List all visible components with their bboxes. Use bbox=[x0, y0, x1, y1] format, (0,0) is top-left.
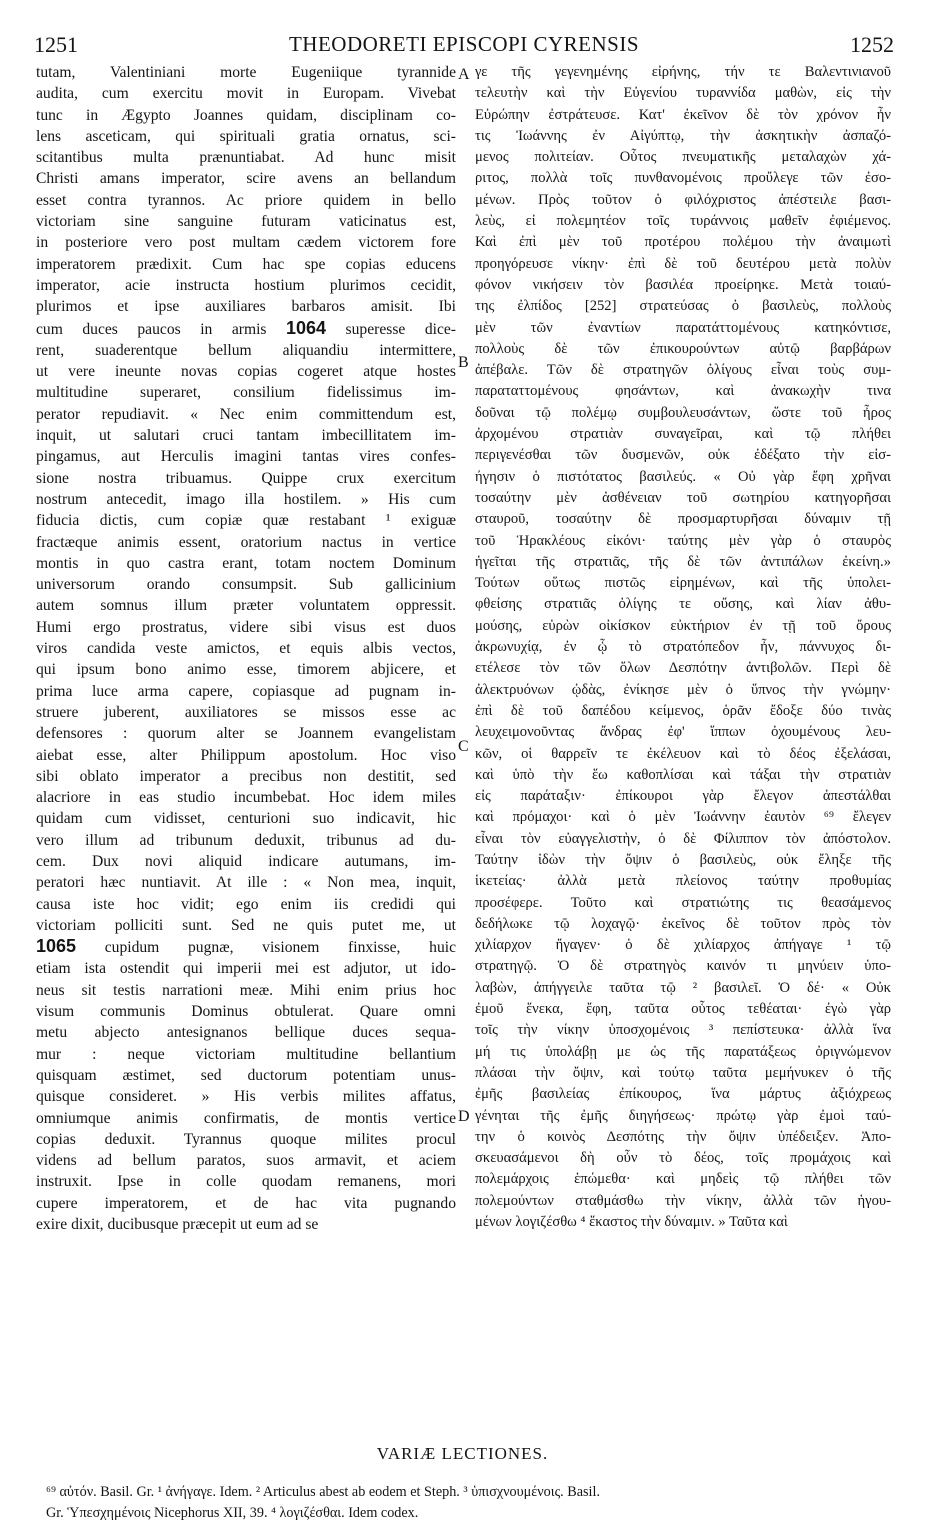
latin-text-line: rent, suaderentque bellum aliquandiu intermittere, bbox=[36, 341, 456, 359]
greek-text-line: εἰς παράταξιν· ἐπίκουροι γὰρ ἔλεγον ἀπεστάλθαι bbox=[475, 788, 891, 805]
greek-text-line: ἀλεκτρυόνων ᾠδὰς, ἐνίκησε μὲν ὁ ὕπνος τὴν γνώμην· bbox=[475, 681, 891, 698]
latin-text-line: tutam, Valentiniani morte Eugeniique tyrannide bbox=[36, 64, 456, 81]
greek-text-line: Τούτων οὕτως πιστῶς εἰρημένων, καὶ τῆς ὑπολει- bbox=[475, 575, 891, 592]
latin-text-line: in posteriore vero post multam cædem victorem fore bbox=[36, 234, 456, 252]
latin-text-line: visum communis Dominus obtulerat. Quare omni bbox=[36, 1003, 456, 1021]
greek-text-line: περιγενέσθαι τῶν δυσμενῶν, οὐκ ἐδέξατο τὴν εἰσ- bbox=[475, 447, 891, 464]
greek-text-line: φόνον νικήσειν τὸν βασιλέα προείρηκε. Μετὰ τοιαύ- bbox=[475, 276, 891, 293]
greek-text-line: λαβὼν, ἀπήγγειλε ταῦτα τῷ ² βασιλεῖ. Ὁ δέ· « Οὐκ bbox=[475, 979, 891, 996]
latin-text-line: qui ipsum bono animo esse, timorem abjicere, et bbox=[36, 661, 456, 679]
latin-text-line: quidam cum vidisset, centurioni suo indicavit, hic bbox=[36, 810, 456, 828]
latin-text-line: aiebat esse, alter Philippum apostolum. Hoc viso bbox=[36, 746, 456, 764]
latin-text-line: mur : neque victoriam multitudine bellantium bbox=[36, 1045, 456, 1063]
latin-text-line: sione nostra tribuamus. Quippe crux exercitum bbox=[36, 469, 456, 487]
greek-text-line: πολεμούντων σταθμάσθω τὴν νίκην, ἀλλὰ τῶν ἡγου- bbox=[475, 1192, 891, 1209]
greek-text-line: τις Ἰωάννης ἐν Αἰγύπτῳ, τὴν ἀσκητικὴν ἀσπαζό- bbox=[475, 127, 891, 144]
greek-text-line: της ἐλπίδος [252] στρατεύσας ὁ βασιλεὺς, πολλοὺς bbox=[475, 298, 891, 315]
latin-text-line: imperator, acie instructa hostium plurimos cecidit, bbox=[36, 276, 456, 294]
greek-text-line: Ταύτην ἰδὼν τὴν ὄψιν ὁ βασιλεὺς, οὐκ ἔληξε τῆς bbox=[475, 851, 891, 868]
latin-text-line: sibi oblato imperator a precibus non destitit, sed bbox=[36, 767, 456, 785]
latin-text-line: multitudine superaret, consilium fidelissimus im- bbox=[36, 384, 456, 402]
greek-text-line: ἐμοῦ ἕνεκα, ἔφη, ταῦτα οὗτος τεθέαται· ἐγὼ γὰρ bbox=[475, 1001, 891, 1018]
greek-text-line: μένων. Πρὸς τοῦτον ὁ φιλόχριστος ἀπέστειλε βασι- bbox=[475, 191, 891, 208]
margin-marker-b: B bbox=[458, 354, 469, 371]
running-title: THEODORETI EPISCOPI CYRENSIS bbox=[288, 32, 640, 56]
latin-text-line: defensores : quorum alter se Joannem evangelistam bbox=[36, 725, 456, 743]
greek-text-line: ἡγεῖται τῆς στρατιᾶς, τῆς δὲ τῶν ἀντιπάλων ἐκείνη.» bbox=[475, 553, 891, 570]
latin-text-line: scitantibus multa prænuntiabat. Ad hunc misit bbox=[36, 149, 456, 167]
greek-text-line: σκευασάμενοι δὴ οὖν τὸ δέος, τοῖς προμάχοις καὶ bbox=[475, 1150, 891, 1167]
greek-text-line: λευχειμονοῦντας ἄνδρας ἐφ' ἵππων ὀχουμένους λευ- bbox=[475, 724, 891, 741]
greek-text-line: ριτος, πολλὰ τοῖς πυνθανομένοις προὔλεγε τῶν ἐσο- bbox=[475, 170, 891, 187]
latin-text-line: fiducia dictis, cum copiæ quæ restabant ¹ exiguæ bbox=[36, 512, 456, 530]
greek-text-line: μένων λογιζέσθω ⁴ ἕκαστος τὴν δύναμιν. » Ταῦτα καὶ bbox=[475, 1214, 788, 1231]
greek-text-line: σταυροῦ, τοσαύτην δὲ προσμαρτυρῆσαι δύναμιν τῇ bbox=[475, 511, 891, 528]
greek-text-line: ἀκρωνυχίᾳ, ἐν ᾧ τὸ στρατόπεδον ἦν, πάννυχος δι- bbox=[475, 639, 891, 656]
latin-text-line: imperatorem prædixit. Cum hac spe copias educens bbox=[36, 255, 456, 273]
latin-text-line: videns ad bellum paratos, suos armavit, et aciem bbox=[36, 1152, 456, 1170]
latin-text-line: peratori hæc nuntiavit. At ille : « Non mea, inquit, bbox=[36, 874, 456, 892]
greek-text-line: Εὐρώπην ἐστράτευσε. Κατ' ἐκεῖνον δὲ τὸν χρόνον ἦν bbox=[475, 106, 891, 123]
greek-text-line: μούσης, εὑρὼν οἰκίσκον εὐκτήριον ἐν τῇ τοῦ ὄρους bbox=[475, 617, 891, 634]
page-header bbox=[34, 32, 894, 66]
latin-text-line: plurimos et ipse auxiliares barbaros amisit. Ibi bbox=[36, 298, 456, 316]
greek-text-line: δεδήλωκε τῷ λοχαγῷ· ἐκεῖνος δὲ τοῦτον πρὸς τὸν bbox=[475, 915, 891, 932]
variae-lectiones-heading: VARIÆ LECTIONES. bbox=[376, 1444, 549, 1463]
latin-text-line: quisquam æstimet, sed ductorum potentiam unus- bbox=[36, 1066, 456, 1084]
greek-text-line: μή τις ὑπολάβῃ με ὡς τῆς παρατάξεως ὀριγνώμενον bbox=[475, 1043, 891, 1060]
latin-text-line: inquit, ut salutari cruci tantam imbecillitatem im- bbox=[36, 427, 456, 445]
greek-text-line: ἀρχομένου στρατιὰν συναγεῖραι, καὶ τῷ πλήθει bbox=[475, 426, 891, 443]
latin-text-line: autem somnus illum præter voluntatem oppressit. bbox=[36, 597, 456, 615]
latin-text-line: cupere imperatorem, et de hac vita pugnando bbox=[36, 1194, 456, 1212]
latin-text-line: tunc in Ægypto Joannes quidam, disciplinam co- bbox=[36, 106, 456, 124]
greek-text-line: την ὁ κοινὸς Δεσπότης τὴν ὄψιν ὑπέδειξεν. Ἀπο- bbox=[475, 1128, 891, 1145]
greek-text-line: προηγόρευσε νίκην· ἐπὶ δὲ τοῦ δευτέρου μετὰ πολὺν bbox=[475, 255, 891, 272]
greek-text-line: καὶ πρόμαχοι· καὶ ὁ μὲν Ἰωάννην ἑαυτὸν ⁶⁹ ἔλεγεν bbox=[475, 809, 891, 826]
latin-text-line: pingamus, aut Herculis imagini tantas vires confes- bbox=[36, 448, 456, 466]
greek-text-line: χιλίαρχον ἤγαγεν· ὁ δὲ χιλίαρχος ἀπήγαγε ¹ τῷ bbox=[475, 937, 891, 954]
latin-text-line: alacriore in eas studio incumbebat. Hoc idem miles bbox=[36, 789, 456, 807]
greek-text-line: τοῦ Ἡρακλέους εἰκόνι· ταύτης μὲν γὰρ ὁ σταυρὸς bbox=[475, 532, 891, 549]
greek-text-line: τοῖς τὴν νίκην ὑποσχομένοις ³ πεπίστευκα· ἀλλὰ ἵνα bbox=[475, 1022, 891, 1039]
latin-text-line: neus sit testis narrationi meæ. Mihi enim prius hoc bbox=[36, 981, 456, 999]
latin-text-line: audita, cum exercitu movit in Europam. Vivebat bbox=[36, 85, 456, 103]
latin-text-line: victoriam sine sanguine futuram vaticinatus est, bbox=[36, 213, 456, 231]
greek-column bbox=[475, 62, 891, 1233]
greek-text-line: κῶν, οἱ θαρρεῖν τε ἐκέλευον καὶ τὸ δέος ἐξελάσαι, bbox=[475, 745, 891, 762]
greek-text-line: πολλοὺς δὲ τῶν ἐπικουρούντων αὐτῷ βαρβάρων bbox=[475, 340, 891, 357]
latin-text-line: nostrum antecedit, imago illa hostilem. » His cum bbox=[36, 490, 456, 508]
greek-text-line: Καὶ ἐπὶ μὲν τοῦ προτέρου πολέμου τὴν ἀναιμωτὶ bbox=[475, 234, 891, 251]
footnote-line: ⁶⁹ αὐτόν. Basil. Gr. ¹ ἀνήγαγε. Idem. ² Articulus abest ab eodem et Steph. ³ ὑπισχνουμένοις. Basil. bbox=[46, 1484, 600, 1500]
greek-text-line: τοσαύτην μὲν ἀσθένειαν τοῦ σωτηρίου κατηγορῆσαι bbox=[475, 489, 891, 506]
greek-text-line: γένηται τῆς ἐμῆς διηγήσεως· πρώτῳ γὰρ ἐμοὶ ταύ- bbox=[475, 1107, 891, 1124]
greek-text-line: ἐμῆς βασιλείας ἐπίκουρος, ἵνα μάρτυς ἀξιόχρεως bbox=[475, 1086, 891, 1103]
greek-text-line: γε τῆς γεγενημένης εἰρήνης, τήν τε Βαλεντινιανοῦ bbox=[475, 64, 891, 80]
latin-text-line: 1065 cupidum pugnæ, visionem finxisse, huic bbox=[36, 936, 456, 957]
latin-text-line: Christi amans imperator, scire avens an bellandum bbox=[36, 170, 456, 188]
greek-text-line: ἀπέβαλε. Τῶν δὲ στρατηγῶν ὀλίγους εἶναι τοὺς συμ- bbox=[475, 362, 891, 379]
greek-text-line: δοῦναι τῷ πολέμῳ συμβουλευσάντων, ὥστε τοῦ ἦρος bbox=[475, 404, 891, 421]
greek-text-line: πλάσαι τὴν ὄψιν, καὶ τούτῳ ταῦτα μεμήνυκεν ὁ τῆς bbox=[475, 1064, 891, 1081]
latin-text-line: victoriam polliciti sunt. Sed ne quis putet me, ut bbox=[36, 916, 456, 934]
margin-marker-c: C bbox=[458, 738, 469, 755]
greek-text-line: ἱκετείας· ἀλλὰ μετὰ πλείονος ταύτην προθυμίας bbox=[475, 873, 891, 890]
latin-column bbox=[36, 62, 456, 1235]
greek-text-line: πολεμάρχοις ἑπώμεθα· καὶ μηδεὶς τῷ πλήθει τῶν bbox=[475, 1171, 891, 1188]
latin-text-line: viros candida veste amictos, et equis albis vectos, bbox=[36, 640, 456, 658]
greek-text-line: καὶ ὑπὸ τὴν ἕω καθοπλίσαι καὶ τάξαι τὴν στρατιὰν bbox=[475, 766, 891, 783]
latin-text-line: prima luce arma capere, copiasque ad pugnam in- bbox=[36, 682, 456, 700]
greek-text-line: ήγησιν ὁ πιστότατος βασιλεύς. « Οὐ γὰρ ἔφη χρῆναι bbox=[475, 468, 891, 485]
latin-text-line: fractæque animis essent, oratorium nactus in vertice bbox=[36, 533, 456, 551]
latin-text-line: causa iste hoc vidit; ego enim iis credidi qui bbox=[36, 895, 456, 913]
latin-text-line: copias deduxit. Tyrannus quoque milites procul bbox=[36, 1130, 456, 1148]
column-number-left: 1251 bbox=[34, 32, 78, 57]
greek-text-line: μὲν τῶν ἐναντίων παρατάττομένους κατηκόντισε, bbox=[475, 319, 891, 336]
greek-text-line: εἶναι τὸν εὐαγγελιστὴν, ὁ δὲ Φίλιππον τὸν ἀπόστολον. bbox=[475, 830, 891, 847]
latin-text-line: metu abjecto antesignanos bellique duces sequa- bbox=[36, 1024, 456, 1042]
greek-text-line: παραταττομένους φησάντων, καὶ ἀνακωχὴν τινα bbox=[475, 383, 891, 400]
latin-text-line: instruxit. Ipse in colle quodam remanens, mori bbox=[36, 1173, 456, 1191]
latin-text-line: struere juberent, auxiliatores se missos esse ac bbox=[36, 703, 456, 721]
greek-text-line: μενος πολιτείαν. Οὗτος πνευματικῆς μεταλαχὼν χά- bbox=[475, 149, 891, 166]
greek-text-line: ἐπὶ δὲ τοῦ δαπέδου κείμενος, ὁρᾶν ἔδοξε δύο τινὰς bbox=[475, 702, 891, 719]
latin-text-line: quisque consideret. » His verbis milites affatus, bbox=[36, 1088, 456, 1106]
latin-text-line: montis in quo castra erant, totam noctem Dominum bbox=[36, 554, 456, 572]
latin-text-line: ut vere ineunte novas copias cogeret atque hostes bbox=[36, 363, 456, 381]
greek-text-line: τελευτὴν καὶ τὴν Εὐγενίου τυραννίδα μαθὼν, εἰς τὴν bbox=[475, 85, 891, 102]
latin-text-line: omniumque animis confirmatis, de montis vertice bbox=[36, 1109, 456, 1127]
greek-text-line: προσέφερε. Τοῦτο καὶ στρατιώτης τις θεασάμενος bbox=[475, 894, 891, 911]
latin-text-line: exire dixit, ducibusque præcepit ut eum ad se bbox=[36, 1216, 319, 1234]
footnotes bbox=[46, 1482, 886, 1524]
greek-text-line: στρατηγῷ. Ὁ δὲ στρατηγὸς καινόν τι μηνύειν ὑπο- bbox=[475, 958, 891, 975]
latin-text-line: vero illum ad tribunum deduxit, tribunus ad du- bbox=[36, 831, 456, 849]
latin-text-line: esset contra tyrannos. Ac priore quidem in bello bbox=[36, 191, 456, 209]
greek-text-line: λεὺς, εἰ πολεμητέον τοῖς τυράννοις μαθεῖν ἐφιέμενος. bbox=[475, 213, 891, 230]
margin-marker-d: D bbox=[458, 1108, 470, 1125]
latin-text-line: cem. Dux novi aliquid indicare autumans, im- bbox=[36, 852, 456, 870]
migne-column-number: 1065 bbox=[36, 936, 77, 957]
greek-text-line: ετέλεσε τὸν τῶν ὅλων Δεσπότην ἀντιβολῶν. Περὶ δὲ bbox=[475, 660, 891, 677]
greek-text-line: φθείσης στρατιᾶς ὀλίγης τε οὔσης, καὶ λίαν ἀθυ- bbox=[475, 596, 891, 613]
latin-text-line: universorum orando consumpsit. Sub gallicinium bbox=[36, 576, 456, 594]
migne-column-number: 1064 bbox=[286, 317, 327, 338]
latin-text-line: lens asceticam, qui spirituali gratia ornatus, sci- bbox=[36, 127, 456, 145]
latin-text-line: perator repudiavit. « Nec enim committendum est, bbox=[36, 405, 456, 423]
footnote-line: Gr. Ὑπεσχημένοις Nicephorus XII, 39. ⁴ λογιζέσθαι. Idem codex. bbox=[46, 1505, 419, 1521]
latin-text-line: etiam ista ostendit qui imperii mei est adjutor, ut ido- bbox=[36, 960, 456, 978]
latin-text-line: cum duces paucos in armis 1064 superesse dice- bbox=[36, 317, 456, 338]
margin-marker-a: A bbox=[458, 66, 470, 83]
latin-text-line: Humi ergo prostratus, videre sibi visus est duos bbox=[36, 618, 456, 636]
column-number-right: 1252 bbox=[850, 32, 894, 57]
